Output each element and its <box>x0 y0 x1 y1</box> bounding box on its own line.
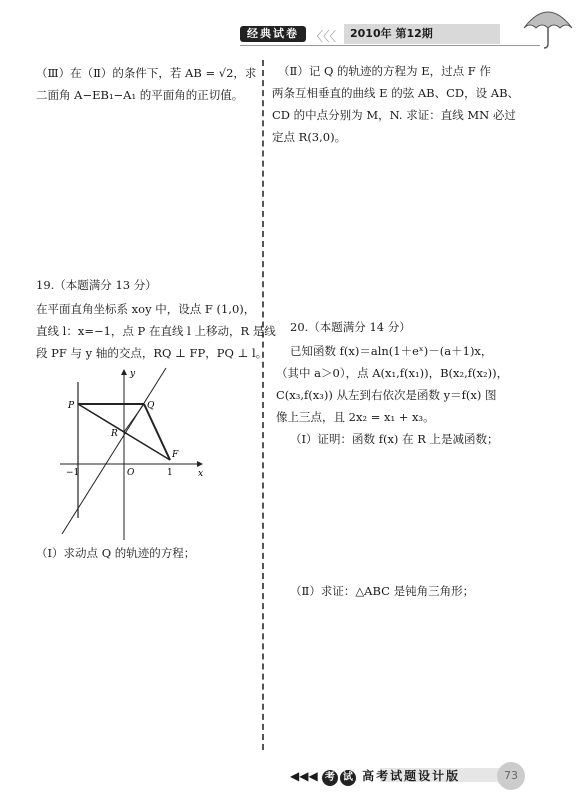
footer-kao: 考 <box>322 770 338 786</box>
q19-line3: 段 PF 与 y 轴的交点，RQ ⊥ FP，PQ ⊥ l。 <box>36 346 268 360</box>
q20-line1: 已知函数 f(x)＝aln(1＋eˣ)－(a＋1)x， <box>290 344 493 358</box>
q18-part3-line1: （Ⅲ）在（Ⅱ）的条件下，若 AB = √2，求 <box>36 66 257 80</box>
magazine-name: 经典试卷 <box>240 26 306 42</box>
q19-part1: （Ⅰ）求动点 Q 的轨迹的方程； <box>36 546 196 560</box>
q18-part3-line2: 二面角 A−EB₁−A₁ 的平面角的正切值。 <box>36 88 244 102</box>
umbrella-icon <box>520 2 576 50</box>
q19-part2-line3: CD 的中点分别为 M，N. 求证：直线 MN 必过 <box>272 108 516 122</box>
column-divider <box>262 60 264 750</box>
page-number: 73 <box>497 762 525 790</box>
q20-line3: C(x₃,f(x₃)) 从左到右依次是函数 y＝f(x) 图 <box>276 388 497 402</box>
label-R: R <box>111 429 118 439</box>
q20-part1: （Ⅰ）证明：函数 f(x) 在 R 上是减函数； <box>290 432 499 446</box>
q19-line2: 直线 l：x=−1，点 P 在直线 l 上移动，R 是线 <box>36 324 276 338</box>
footer <box>290 767 460 786</box>
header-arrows: 〈〈〈 <box>310 30 337 45</box>
q19-part2-line4: 定点 R(3,0)。 <box>272 130 347 144</box>
q20-line2: （其中 a＞0），点 A(x₁,f(x₁))，B(x₂,f(x₂))， <box>276 366 509 380</box>
label-neg1: −1 <box>66 468 80 478</box>
q20-part2: （Ⅱ）求证：△ABC 是钝角三角形； <box>290 584 475 598</box>
footer-shi: 试 <box>340 770 356 786</box>
footer-title: 高考试题设计版 <box>362 769 461 783</box>
q20-line4: 像上三点，且 2x₂ = x₁ + x₃。 <box>276 410 435 424</box>
label-O: O <box>127 468 135 478</box>
header <box>240 24 540 46</box>
q19-part2-line1: （Ⅱ）记 Q 的轨迹的方程为 E，过点 F 作 <box>278 64 491 78</box>
label-1: 1 <box>167 468 173 478</box>
label-y: y <box>130 369 136 379</box>
label-F: F <box>172 450 179 460</box>
q19-line1: 在平面直角坐标系 xoy 中，设点 F (1,0)， <box>36 302 256 316</box>
q20-title: 20.（本题满分 14 分） <box>290 320 411 334</box>
q19-part2-line2: 两条互相垂直的曲线 E 的弦 AB、CD，设 AB、 <box>272 86 520 100</box>
label-Q: Q <box>147 401 155 411</box>
footer-arrows: ◀◀◀ <box>290 769 318 783</box>
label-x: x <box>198 469 204 479</box>
header-rule <box>240 45 540 46</box>
issue-label: 2010年 第12期 <box>344 24 500 44</box>
segment-RQ <box>124 404 144 432</box>
q19-title: 19.（本题满分 13 分） <box>36 278 157 292</box>
geometry-figure <box>56 364 216 544</box>
label-P: P <box>68 401 75 411</box>
